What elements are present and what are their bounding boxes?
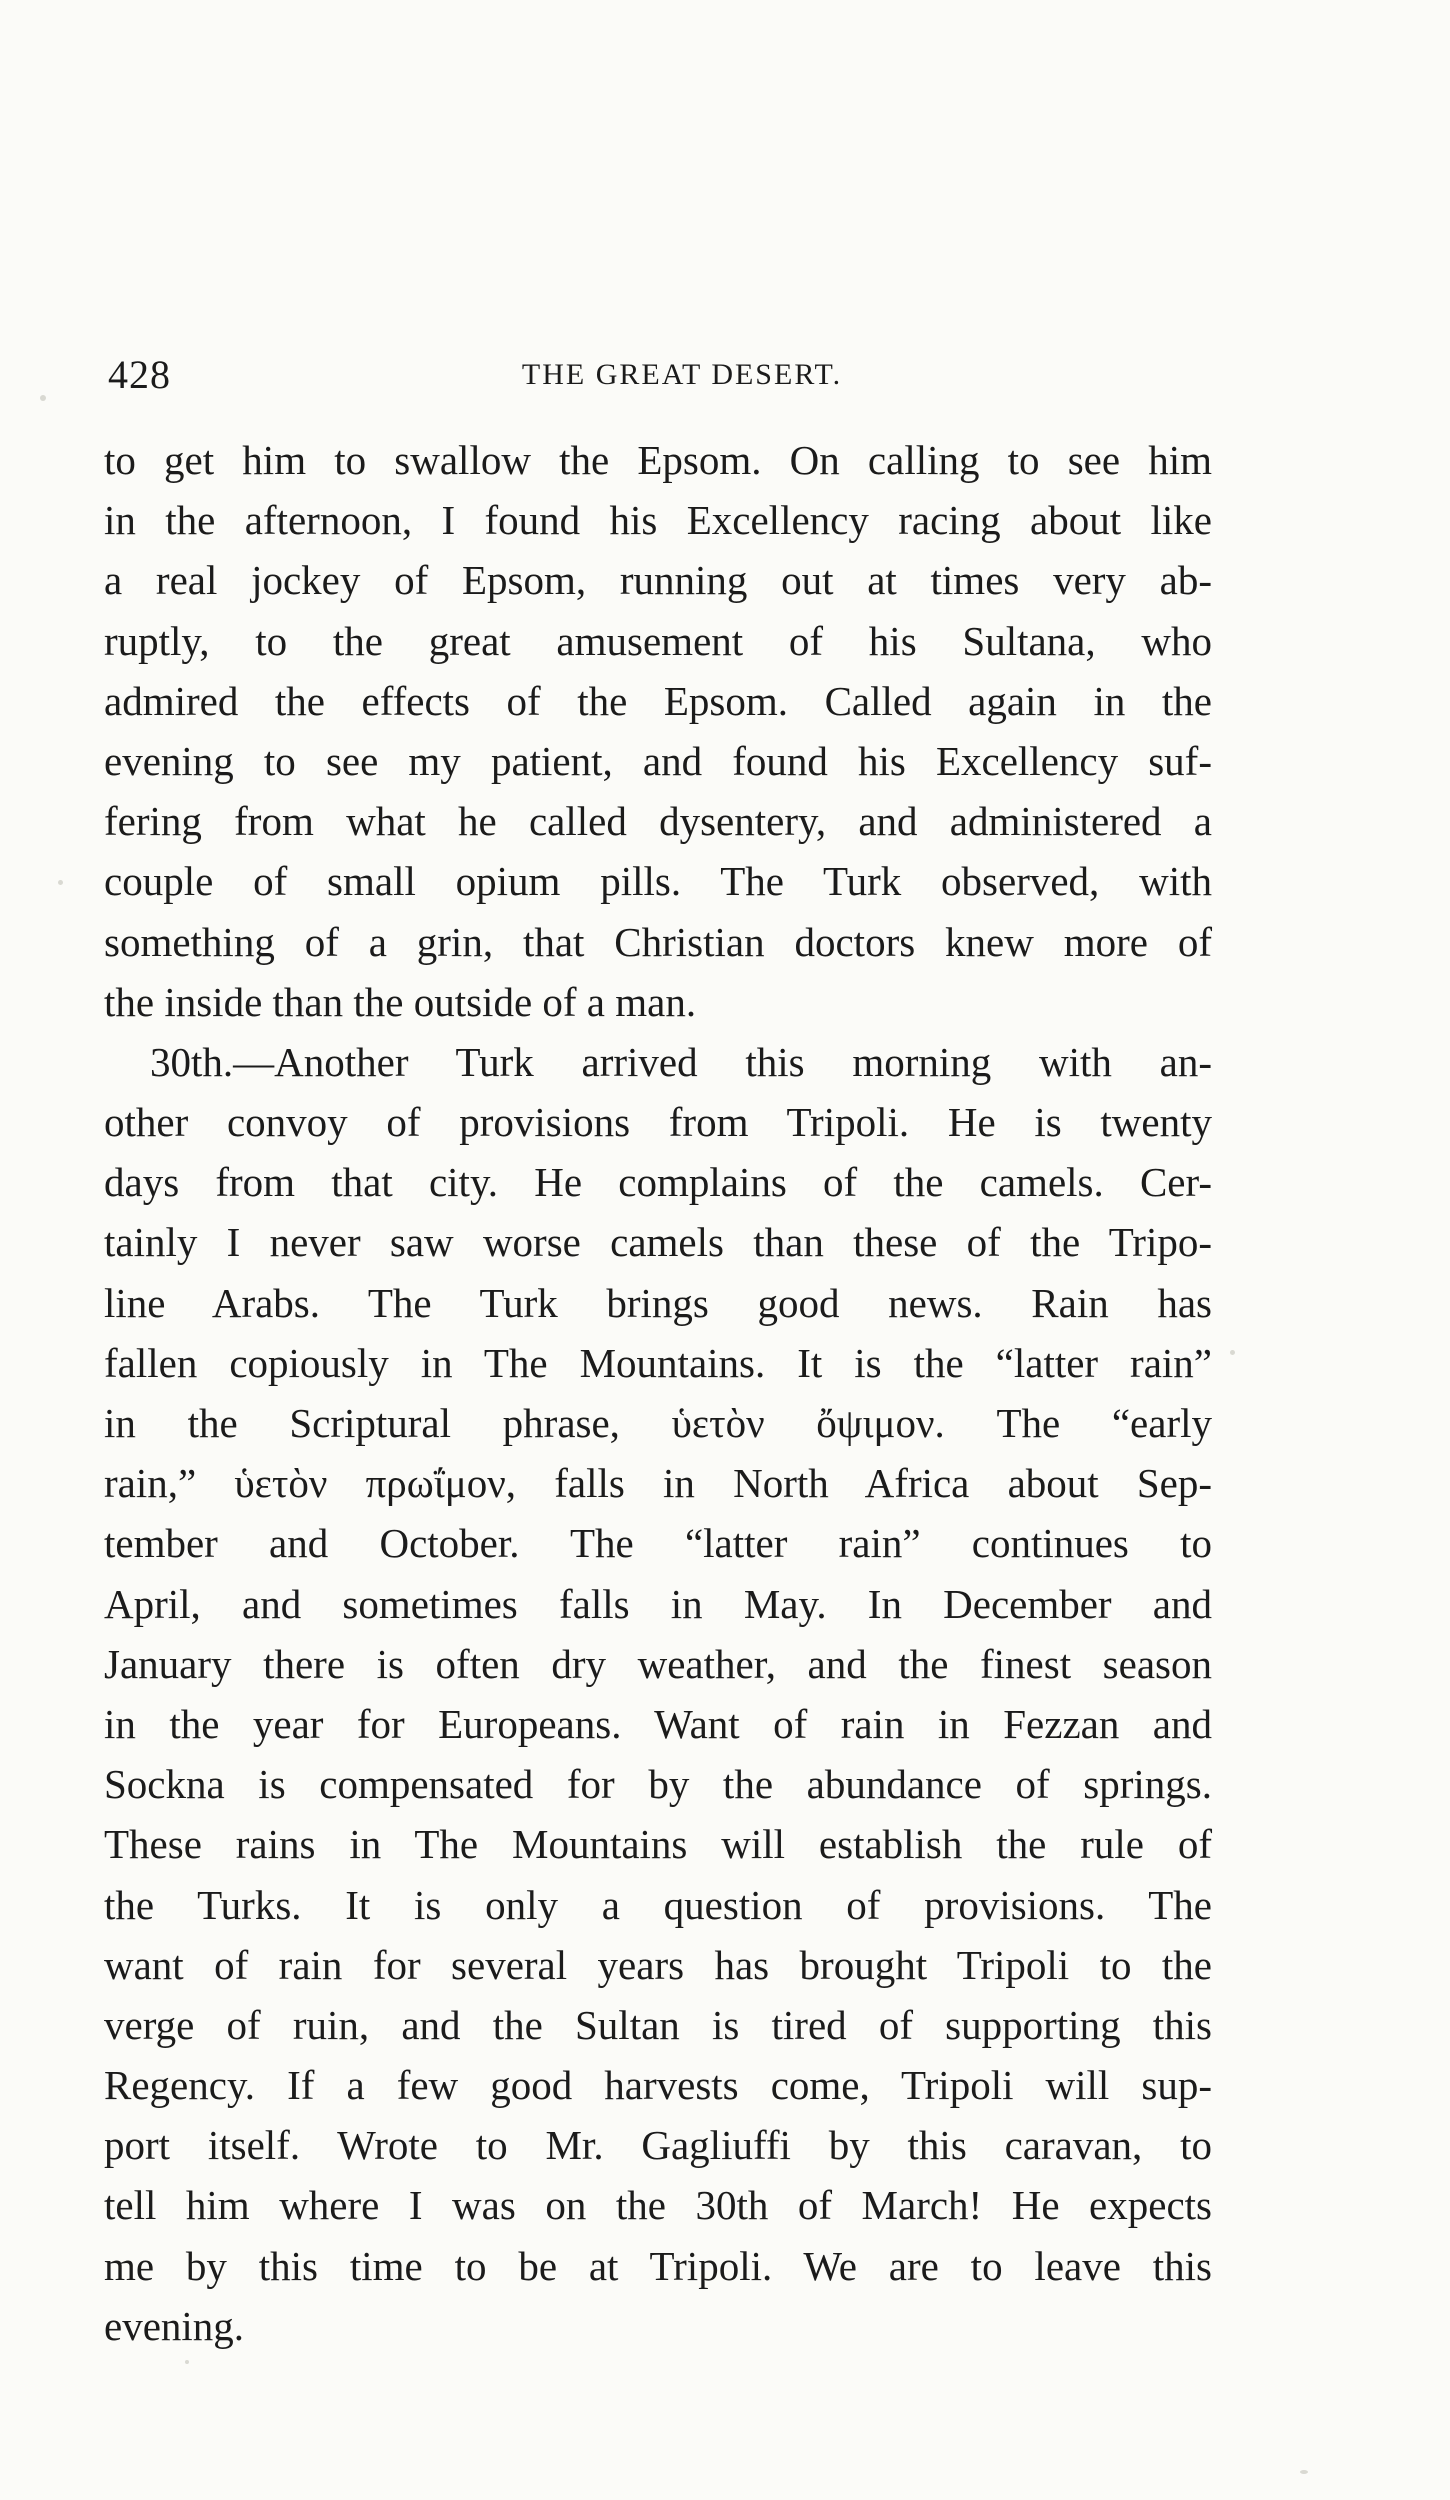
text-line: the Turks. It is only a question of provisions. The: [104, 1881, 1212, 1928]
text-line: evening.: [104, 2302, 245, 2349]
text-line: admired the effects of the Epsom. Called again in the: [104, 677, 1212, 724]
text-line: couple of small opium pills. The Turk observed, with: [104, 858, 1212, 905]
text-line: These rains in The Mountains will establish the rule of: [104, 1821, 1212, 1868]
text-line: verge of ruin, and the Sultan is tired of supporting this: [104, 2001, 1212, 2048]
text-line: other convoy of provisions from Tripoli. He is twenty: [104, 1099, 1212, 1146]
scan-speck: [185, 2360, 189, 2364]
text-line: Sockna is compensated for by the abundance of springs.: [104, 1761, 1212, 1808]
text-line: rain,” ὑετὸν πρωΐμον, falls in North Africa about Sep-: [104, 1460, 1212, 1507]
body-text: [104, 430, 1212, 2356]
text-line: in the Scriptural phrase, ὑετὸν ὄψιμον. The “early: [104, 1400, 1212, 1446]
text-line: tell him where I was on the 30th of March! He expects: [104, 2182, 1212, 2229]
text-line: evening to see my patient, and found his Excellency suf-: [104, 737, 1212, 784]
text-line: ruptly, to the great amusement of his Sultana, who: [104, 617, 1212, 664]
text-line: a real jockey of Epsom, running out at times very ab-: [104, 557, 1212, 604]
running-title: THE GREAT DESERT.: [521, 358, 843, 391]
text-line: fering from what he called dysentery, and administered a: [104, 798, 1212, 845]
scan-speck: [40, 395, 46, 401]
text-line: me by this time to be at Tripoli. We are to leave this: [104, 2242, 1212, 2289]
text-line: in the year for Europeans. Want of rain in Fezzan and: [104, 1700, 1212, 1747]
running-head: [108, 345, 1216, 405]
scan-speck: [1230, 1350, 1235, 1355]
text-line: want of rain for several years has brought Tripoli to the: [104, 1941, 1212, 1988]
text-line: April, and sometimes falls in May. In December and: [104, 1580, 1212, 1627]
page-number: 428: [108, 352, 171, 397]
text-line: tember and October. The “latter rain” continues to: [104, 1520, 1212, 1567]
scan-speck: [1300, 2470, 1308, 2474]
scan-speck: [58, 880, 63, 885]
text-line: line Arabs. The Turk brings good news. Rain has: [104, 1279, 1212, 1326]
text-line: 30th.—Another Turk arrived this morning with an-: [150, 1038, 1212, 1085]
text-line: tainly I never saw worse camels than these of the Tripo-: [104, 1219, 1212, 1266]
text-line: days from that city. He complains of the camels. Cer-: [104, 1159, 1212, 1206]
text-line: Regency. If a few good harvests come, Tripoli will sup-: [104, 2062, 1212, 2109]
text-line: fallen copiously in The Mountains. It is the “latter rain”: [104, 1339, 1212, 1386]
text-line: the inside than the outside of a man.: [104, 978, 697, 1025]
text-line: in the afternoon, I found his Excellency racing about like: [104, 497, 1212, 544]
text-line: something of a grin, that Christian doctors knew more of: [104, 918, 1212, 965]
text-line: to get him to swallow the Epsom. On calling to see him: [104, 437, 1212, 483]
text-line: port itself. Wrote to Mr. Gagliuffi by this caravan, to: [104, 2122, 1212, 2169]
text-line: January there is often dry weather, and the finest season: [104, 1640, 1212, 1687]
